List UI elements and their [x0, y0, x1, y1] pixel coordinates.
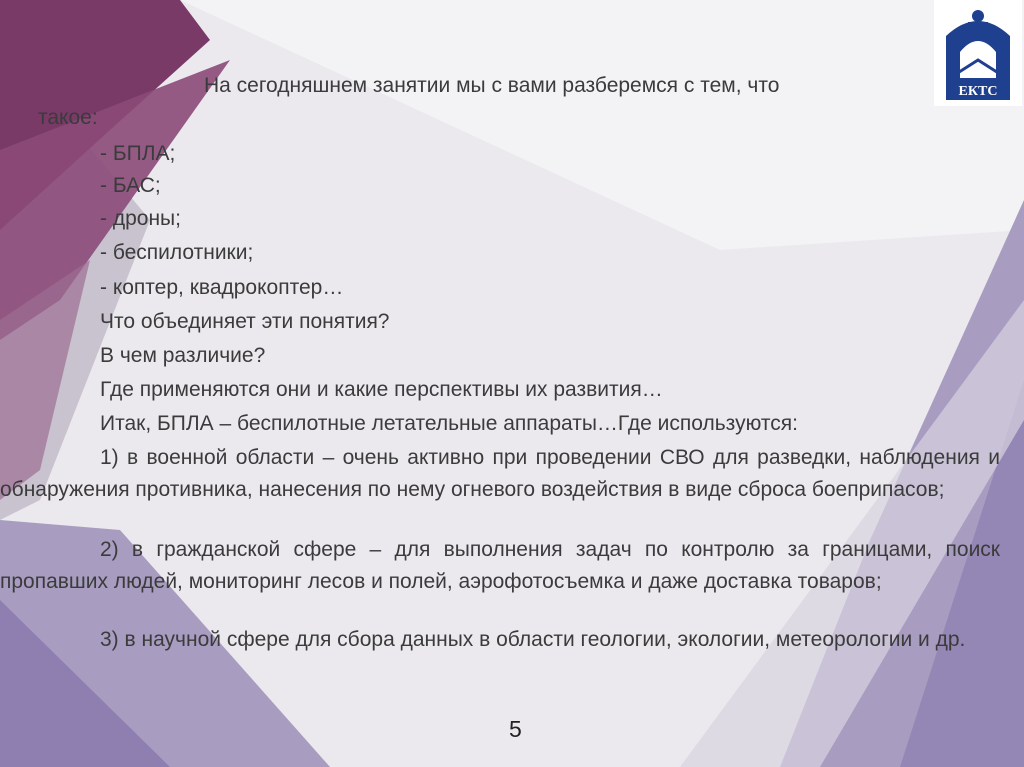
- use-paragraph-military: [0, 442, 1000, 506]
- term-item: - БАС;: [100, 174, 161, 197]
- use-text: 3) в научной сфере для сбора данных в области геологии, экологии, метеорологии и др.: [100, 628, 966, 651]
- use-paragraph-science: [0, 624, 1000, 656]
- term-item: - дроны;: [100, 207, 181, 230]
- college-logo: [934, 0, 1022, 106]
- page-number: 5: [509, 716, 522, 742]
- intro-line-2: такое:: [38, 106, 98, 129]
- question-item: В чем различие?: [100, 344, 266, 367]
- use-text: 1) в военной области – очень активно при проведении СВО для разведки, наблюдения и обнаружения противника, нанесения по нему огневого воздействия в виде сброса боеприпасов;: [0, 446, 1000, 501]
- logo-emblem-icon: [934, 0, 1022, 106]
- term-item: - беспилотники;: [100, 241, 254, 264]
- question-item: Итак, БПЛА – беспилотные летательные аппараты…Где используются:: [100, 412, 798, 435]
- intro-line-1: На сегодняшнем занятии мы с вами разберемся с тем, что: [204, 74, 780, 97]
- logo-text: ЕКТС: [958, 84, 998, 99]
- use-text: 2) в гражданской сфере – для выполнения задач по контролю за границами, поиск пропавших людей, мониторинг лесов и полей, аэрофотосъемка и даже доставка товаров;: [0, 538, 1000, 593]
- question-item: Где применяются они и какие перспективы их развития…: [100, 378, 663, 401]
- question-item: Что объединяет эти понятия?: [100, 310, 390, 333]
- use-paragraph-civil: [0, 534, 1000, 598]
- term-item: - коптер, квадрокоптер…: [100, 276, 344, 299]
- term-item: - БПЛА;: [100, 142, 176, 165]
